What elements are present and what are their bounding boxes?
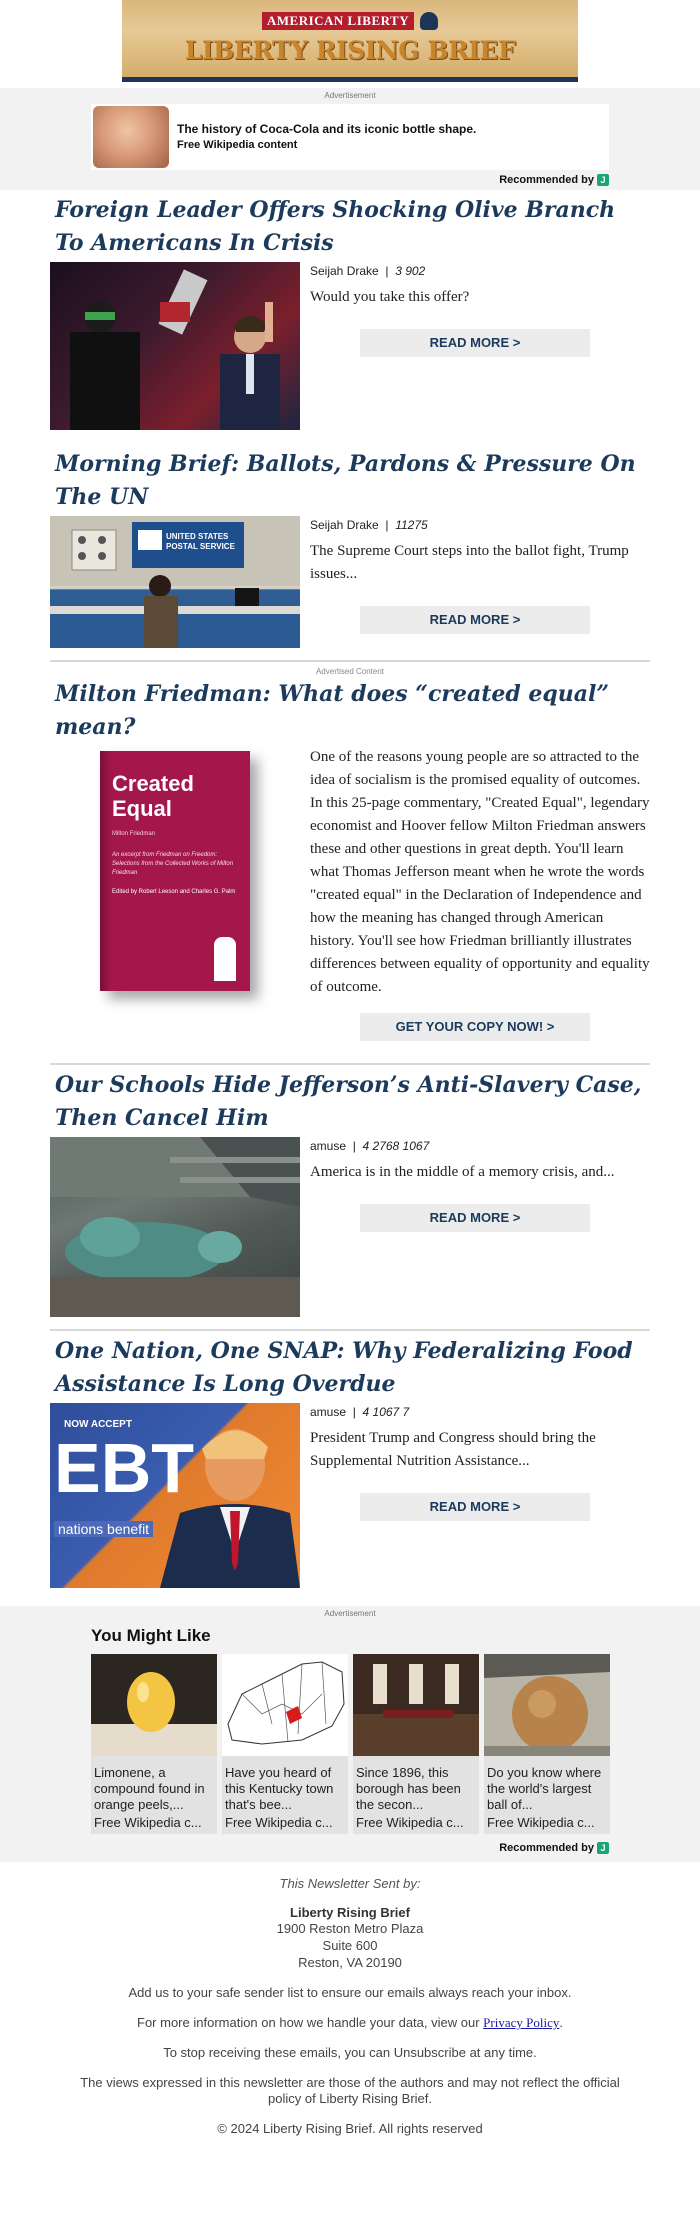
privacy-prefix: For more information on how we handle your data, view our: [137, 2015, 480, 2030]
footer: [0, 1862, 700, 2145]
recommended-label: Recommended by: [499, 174, 594, 186]
book-title: Created Equal: [112, 771, 194, 821]
recommended-by[interactable]: [91, 170, 609, 190]
byline-separator: |: [349, 1405, 360, 1419]
unsubscribe-note[interactable]: To stop receiving these emails, you can Unsubscribe at any time.: [163, 2045, 537, 2060]
ad-label: Advertisement: [324, 91, 376, 100]
article-card: [50, 1331, 650, 1588]
article-author[interactable]: amuse: [310, 1139, 347, 1153]
article-image[interactable]: [50, 262, 300, 430]
twine-ball-photo-icon: [484, 1654, 610, 1756]
historic-room-photo-icon: [353, 1654, 479, 1756]
article-title[interactable]: One Nation, One SNAP: Why Federalizing Food Assistance Is Long Overdue: [55, 1338, 633, 1397]
sponsored-body: One of the reasons young people are so attracted to the idea of socialism is the promised equality of outcomes. In this 25-page commentary, "Created Equal", legendary economist and Hoover fellow Milton Friedman answers these and other questions in great depth. You'll learn what Thomas Jefferson meant when he wrote the words "created equal" in the Declaration of Independence and how the meaning has changed through American history. You'll see how Friedman brilliantly illustrates differences between equality of opportunity and equality of outcome.: [310, 749, 650, 995]
article-title[interactable]: Our Schools Hide Jefferson’s Anti-Slavery Case, Then Cancel Him: [55, 1072, 642, 1131]
ad-headline[interactable]: The history of Coca-Cola and its iconic bottle shape.: [177, 122, 477, 136]
article-title[interactable]: Morning Brief: Ballots, Pardons & Pressure On The UN: [55, 451, 636, 510]
you-might-like-section: [0, 1606, 700, 1862]
book-editors: Edited by Robert Leeson and Charles G. Palm: [112, 889, 236, 895]
recommendation-text[interactable]: Have you heard of this Kentucky town that's bee...: [225, 1765, 334, 1812]
read-more-button[interactable]: READ MORE >: [360, 1493, 590, 1521]
recommendation-text[interactable]: Since 1896, this borough has been the secon...: [356, 1765, 461, 1812]
footer-address-line: 1900 Reston Metro Plaza: [276, 1921, 424, 1936]
protest-photo-icon: [50, 262, 300, 430]
logo-main-text: LIBERTY RISING BRIEF: [184, 36, 516, 65]
read-more-button[interactable]: READ MORE >: [360, 329, 590, 357]
recommendation-card[interactable]: [353, 1654, 479, 1834]
article-card: [50, 190, 650, 444]
period: .: [559, 2015, 563, 2030]
advertised-content-label: Advertised Content: [315, 667, 385, 676]
top-ad-card[interactable]: [91, 104, 609, 170]
sponsored-card: [50, 662, 650, 1065]
byline-separator: |: [349, 1139, 360, 1153]
footer-brand: Liberty Rising Brief: [290, 1905, 410, 1920]
sent-by-label: This Newsletter Sent by:: [279, 1876, 421, 1891]
header: [0, 0, 700, 88]
brand-logo[interactable]: [122, 0, 578, 82]
recommended-label: Recommended by: [499, 1842, 594, 1854]
recommender-badge-icon: J: [597, 1842, 609, 1854]
article-image[interactable]: [50, 1137, 300, 1317]
kentucky-map-icon: [222, 1654, 348, 1756]
article-byline: [310, 262, 650, 280]
recommendation-source: Free Wikipedia c...: [487, 1815, 595, 1830]
recommendation-source: Free Wikipedia c...: [356, 1815, 464, 1830]
recommendation-source: Free Wikipedia c...: [225, 1815, 333, 1830]
copyright: © 2024 Liberty Rising Brief. All rights reserved: [217, 2121, 483, 2136]
recommended-by[interactable]: [91, 1838, 609, 1858]
article-card: [50, 444, 650, 662]
logo-top-text: AMERICAN LIBERTY: [262, 12, 414, 30]
hoover-tower-icon: [214, 937, 236, 981]
logo-top: [262, 12, 438, 30]
article-excerpt: Would you take this offer?: [310, 289, 470, 305]
read-more-button[interactable]: READ MORE >: [360, 606, 590, 634]
article-count: 11275: [395, 518, 428, 532]
ebt-sign-bottom-text: nations benefit: [54, 1521, 153, 1537]
privacy-policy-link[interactable]: Privacy Policy: [483, 2015, 560, 2030]
article-excerpt: President Trump and Congress should bring the Supplemental Nutrition Assistance...: [310, 1430, 596, 1469]
liberty-bell-icon: [420, 12, 438, 30]
safe-sender-note: Add us to your safe sender list to ensure our emails always reach your inbox.: [128, 1985, 572, 2000]
top-ad-band: [0, 88, 700, 190]
recommendation-card[interactable]: [484, 1654, 610, 1834]
article-author[interactable]: Seijah Drake: [310, 264, 379, 278]
article-image[interactable]: [50, 1403, 300, 1588]
read-more-button[interactable]: READ MORE >: [360, 1204, 590, 1232]
article-excerpt: The Supreme Court steps into the ballot fight, Trump issues...: [310, 543, 629, 582]
disclaimer: The views expressed in this newsletter are those of the authors and may not reflect the official policy of Liberty Rising Brief.: [80, 2075, 620, 2106]
postal-service-text: UNITED STATES POSTAL SERVICE: [166, 532, 235, 551]
book-image[interactable]: [50, 746, 300, 996]
lemon-photo-icon: [91, 1654, 217, 1756]
article-count: 4 2768 1067: [362, 1139, 430, 1153]
recommender-badge-icon: J: [597, 174, 609, 186]
book-author: Milton Friedman: [112, 831, 156, 837]
footer-address-line: Suite 600: [322, 1938, 378, 1953]
ad-source: Free Wikipedia content: [177, 139, 298, 151]
article-author[interactable]: Seijah Drake: [310, 518, 379, 532]
recommendation-text[interactable]: Limonene, a compound found in orange peels,...: [94, 1765, 205, 1812]
article-count: 4 1067 7: [362, 1405, 410, 1419]
toppled-statue-photo-icon: [50, 1137, 300, 1317]
you-might-like-title: You Might Like: [91, 1626, 211, 1645]
ad-label: Advertisement: [324, 1609, 376, 1618]
ebt-sign-top-text: NOW ACCEPT: [64, 1419, 132, 1430]
privacy-note: [0, 2015, 700, 2031]
byline-separator: |: [382, 518, 392, 532]
recommendation-grid: [91, 1654, 609, 1834]
article-card: [50, 1065, 650, 1331]
byline-separator: |: [382, 264, 392, 278]
recommendation-card[interactable]: [222, 1654, 348, 1834]
ad-thumbnail[interactable]: [93, 106, 169, 168]
article-title[interactable]: Foreign Leader Offers Shocking Olive Branch To Americans In Crisis: [55, 197, 616, 256]
book-subtitle: An excerpt from Friedman on Freedom: Selections from the Collected Works of Milton Friedman: [112, 852, 234, 876]
recommendation-card[interactable]: [91, 1654, 217, 1834]
ad-text[interactable]: [169, 121, 476, 153]
book-cover[interactable]: [100, 751, 250, 991]
recommendation-source: Free Wikipedia c...: [94, 1815, 202, 1830]
footer-address-line: Reston, VA 20190: [298, 1955, 402, 1970]
article-excerpt: America is in the middle of a memory crisis, and...: [310, 1164, 615, 1180]
president-photo-icon: [50, 1403, 300, 1588]
article-author[interactable]: amuse: [310, 1405, 347, 1419]
article-byline: [310, 1137, 650, 1155]
get-your-copy-button[interactable]: GET YOUR COPY NOW! >: [360, 1013, 590, 1041]
article-byline: [310, 1403, 650, 1421]
main-content: [50, 190, 650, 1588]
article-count: 3 902: [395, 264, 426, 278]
article-image[interactable]: [50, 516, 300, 648]
sponsored-title[interactable]: Milton Friedman: What does “created equal” mean?: [55, 681, 610, 740]
recommendation-text[interactable]: Do you know where the world's largest ball of...: [487, 1765, 602, 1812]
ebt-sign-text: EBT: [54, 1429, 194, 1507]
article-byline: [310, 516, 650, 534]
